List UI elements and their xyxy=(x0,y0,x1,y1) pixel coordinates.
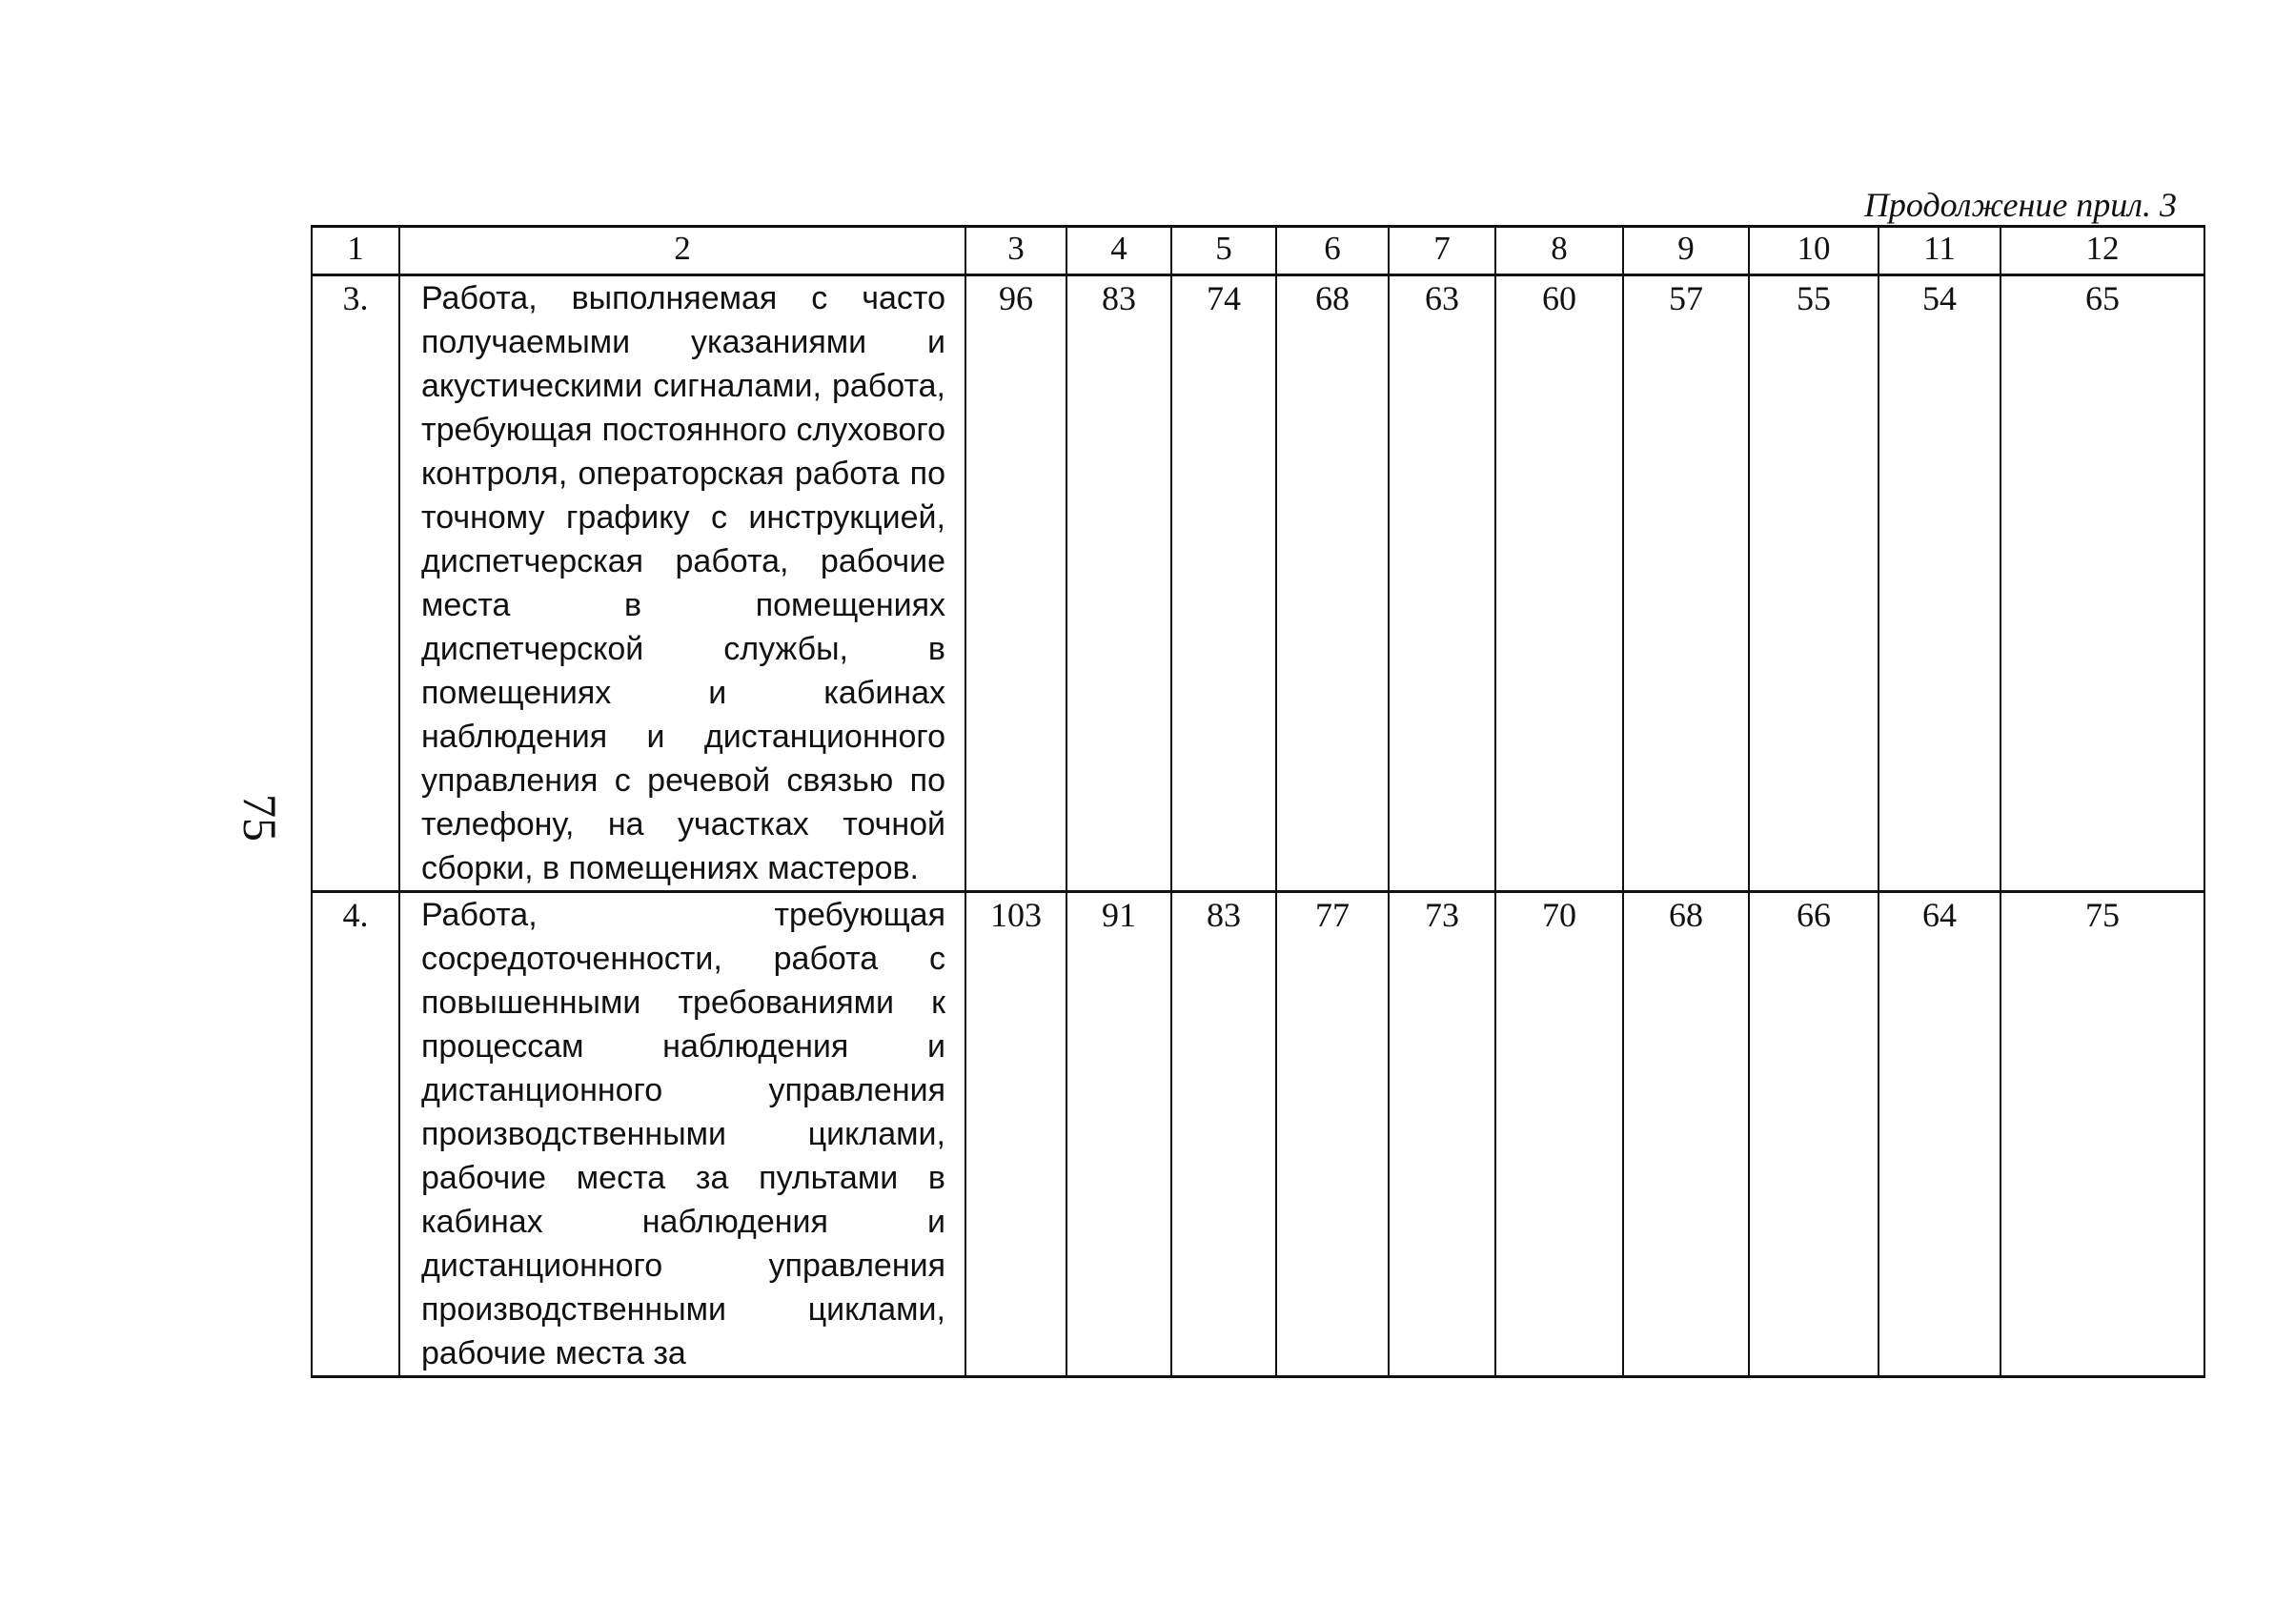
value-cell: 63 xyxy=(1389,275,1495,892)
value-cell: 91 xyxy=(1066,892,1171,1377)
header-cell: 10 xyxy=(1749,227,1879,275)
header-cell: 8 xyxy=(1495,227,1623,275)
row-number: 4. xyxy=(312,892,399,1377)
value-cell: 68 xyxy=(1623,892,1749,1377)
table-row xyxy=(312,892,2204,1377)
value-cell: 60 xyxy=(1495,275,1623,892)
value-cell: 75 xyxy=(2001,892,2204,1377)
header-cell: 4 xyxy=(1066,227,1171,275)
header-cell: 3 xyxy=(965,227,1066,275)
header-cell: 9 xyxy=(1623,227,1749,275)
value-cell: 65 xyxy=(2001,275,2204,892)
value-cell: 57 xyxy=(1623,275,1749,892)
header-row xyxy=(312,227,2204,275)
value-cell: 83 xyxy=(1171,892,1276,1377)
value-cell: 77 xyxy=(1276,892,1389,1377)
value-cell: 55 xyxy=(1749,275,1879,892)
value-cell: 73 xyxy=(1389,892,1495,1377)
value-cell: 103 xyxy=(965,892,1066,1377)
value-cell: 83 xyxy=(1066,275,1171,892)
page-number: 75 xyxy=(234,794,287,842)
value-cell: 70 xyxy=(1495,892,1623,1377)
row-description: Работа, требующая сосредоточенности, работа с повышенными требованиями к процессам наблюдения и дистанционного управления производственными циклами, рабочие места за пультами в кабинах наблюдения и дистанционного управления производственными циклами, рабочие места за xyxy=(399,892,965,1377)
noise-levels-table xyxy=(311,225,2205,1378)
value-cell: 54 xyxy=(1879,275,2001,892)
value-cell: 68 xyxy=(1276,275,1389,892)
header-cell: 6 xyxy=(1276,227,1389,275)
value-cell: 96 xyxy=(965,275,1066,892)
header-cell: 11 xyxy=(1879,227,2001,275)
table-caption: Продолжение прил. 3 xyxy=(1863,186,2177,224)
row-number: 3. xyxy=(312,275,399,892)
header-cell: 1 xyxy=(312,227,399,275)
header-cell: 7 xyxy=(1389,227,1495,275)
row-description: Работа, выполняемая с часто получаемыми указаниями и акустическими сигналами, работа, требующая постоянного слухового контроля, операторская работа по точному графику с инструкцией, диспетчерская работа, рабочие места в помещениях диспетчерской службы, в помещениях и кабинах наблюдения и дистанционного управления с речевой связью по телефону, на участках точной сборки, в помещениях мастеров. xyxy=(399,275,965,892)
header-cell: 12 xyxy=(2001,227,2204,275)
header-cell: 2 xyxy=(399,227,965,275)
value-cell: 74 xyxy=(1171,275,1276,892)
value-cell: 64 xyxy=(1879,892,2001,1377)
value-cell: 66 xyxy=(1749,892,1879,1377)
header-cell: 5 xyxy=(1171,227,1276,275)
table-row xyxy=(312,275,2204,892)
